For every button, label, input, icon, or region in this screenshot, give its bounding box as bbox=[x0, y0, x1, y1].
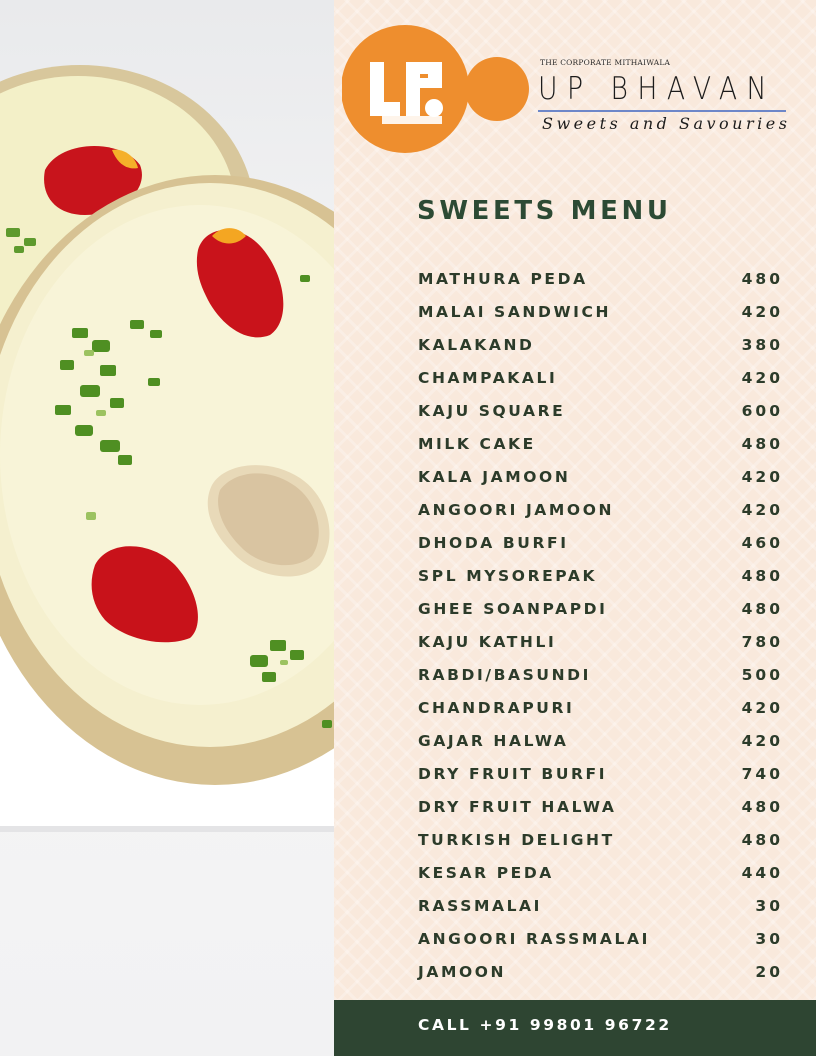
menu-item-name: MATHURA PEDA bbox=[418, 269, 588, 288]
menu-item-price: 780 bbox=[741, 632, 783, 651]
menu-item-price: 420 bbox=[741, 302, 783, 321]
menu-item bbox=[418, 955, 783, 988]
menu-item bbox=[418, 889, 783, 922]
menu-item bbox=[418, 328, 783, 361]
menu-item-name: KALA JAMOON bbox=[418, 467, 571, 486]
menu-item-name: GAJAR HALWA bbox=[418, 731, 569, 750]
brand-name: UP BHAVAN bbox=[538, 71, 776, 107]
menu-item bbox=[418, 658, 783, 691]
menu-item-price: 420 bbox=[741, 467, 783, 486]
menu-item bbox=[418, 361, 783, 394]
menu-item bbox=[418, 823, 783, 856]
menu-item-price: 30 bbox=[755, 929, 783, 948]
menu-item-name: SPL MYSOREPAK bbox=[418, 566, 598, 585]
menu-item-name: KESAR PEDA bbox=[418, 863, 554, 882]
menu-item-name: TURKISH DELIGHT bbox=[418, 830, 615, 849]
menu-item bbox=[418, 724, 783, 757]
menu-item-name: KAJU SQUARE bbox=[418, 401, 566, 420]
menu-item-price: 480 bbox=[741, 434, 783, 453]
menu-item-price: 420 bbox=[741, 500, 783, 519]
menu-item-name: DRY FRUIT HALWA bbox=[418, 797, 617, 816]
menu-list bbox=[418, 262, 783, 988]
menu-item-name: RASSMALAI bbox=[418, 896, 543, 915]
sweets-photo-illustration bbox=[0, 0, 334, 1056]
menu-item-price: 20 bbox=[755, 962, 783, 981]
menu-item-name: MILK CAKE bbox=[418, 434, 536, 453]
menu-item-name: RABDI/BASUNDI bbox=[418, 665, 592, 684]
menu-item-price: 420 bbox=[741, 698, 783, 717]
sweets-photo bbox=[0, 0, 334, 1056]
menu-item-name: GHEE SOANPAPDI bbox=[418, 599, 608, 618]
menu-item-price: 740 bbox=[741, 764, 783, 783]
menu-item-price: 480 bbox=[741, 797, 783, 816]
brand-divider bbox=[538, 110, 786, 112]
menu-item-price: 380 bbox=[741, 335, 783, 354]
menu-item-name: DRY FRUIT BURFI bbox=[418, 764, 608, 783]
brand-tagline: Sweets and Savouries bbox=[542, 114, 791, 133]
menu-item bbox=[418, 691, 783, 724]
menu-item-price: 480 bbox=[741, 830, 783, 849]
menu-item bbox=[418, 394, 783, 427]
menu-panel bbox=[334, 0, 816, 1000]
menu-item bbox=[418, 559, 783, 592]
brand-corporate-line: THE CORPORATE MITHAIWALA bbox=[540, 58, 671, 67]
menu-item bbox=[418, 295, 783, 328]
menu-item-price: 30 bbox=[755, 896, 783, 915]
menu-item bbox=[418, 790, 783, 823]
menu-item-name: KAJU KATHLI bbox=[418, 632, 557, 651]
menu-item-name: ANGOORI JAMOON bbox=[418, 500, 615, 519]
menu-item bbox=[418, 856, 783, 889]
menu-item-price: 420 bbox=[741, 731, 783, 750]
menu-item bbox=[418, 922, 783, 955]
menu-item-price: 480 bbox=[741, 269, 783, 288]
contact-footer bbox=[334, 1000, 816, 1056]
logo-mark-icon bbox=[342, 24, 542, 159]
menu-item bbox=[418, 262, 783, 295]
menu-item-price: 500 bbox=[741, 665, 783, 684]
menu-item bbox=[418, 427, 783, 460]
call-phone-number[interactable]: CALL +91 99801 96722 bbox=[418, 1016, 672, 1034]
menu-item-name: CHAMPAKALI bbox=[418, 368, 558, 387]
plate-edge bbox=[0, 826, 334, 832]
menu-item-price: 440 bbox=[741, 863, 783, 882]
menu-item bbox=[418, 757, 783, 790]
brand-logo bbox=[338, 24, 798, 159]
menu-item bbox=[418, 460, 783, 493]
menu-item-name: KALAKAND bbox=[418, 335, 535, 354]
menu-title: SWEETS MENU bbox=[417, 196, 672, 226]
menu-item bbox=[418, 625, 783, 658]
menu-item bbox=[418, 592, 783, 625]
menu-item-name: CHANDRAPURI bbox=[418, 698, 575, 717]
menu-item bbox=[418, 526, 783, 559]
menu-item bbox=[418, 493, 783, 526]
menu-item-price: 460 bbox=[741, 533, 783, 552]
menu-item-price: 420 bbox=[741, 368, 783, 387]
menu-item-price: 480 bbox=[741, 566, 783, 585]
menu-item-price: 600 bbox=[741, 401, 783, 420]
menu-item-name: MALAI SANDWICH bbox=[418, 302, 612, 321]
menu-item-price: 480 bbox=[741, 599, 783, 618]
menu-item-name: DHODA BURFI bbox=[418, 533, 569, 552]
menu-item-name: ANGOORI RASSMALAI bbox=[418, 929, 650, 948]
menu-item-name: JAMOON bbox=[418, 962, 507, 981]
